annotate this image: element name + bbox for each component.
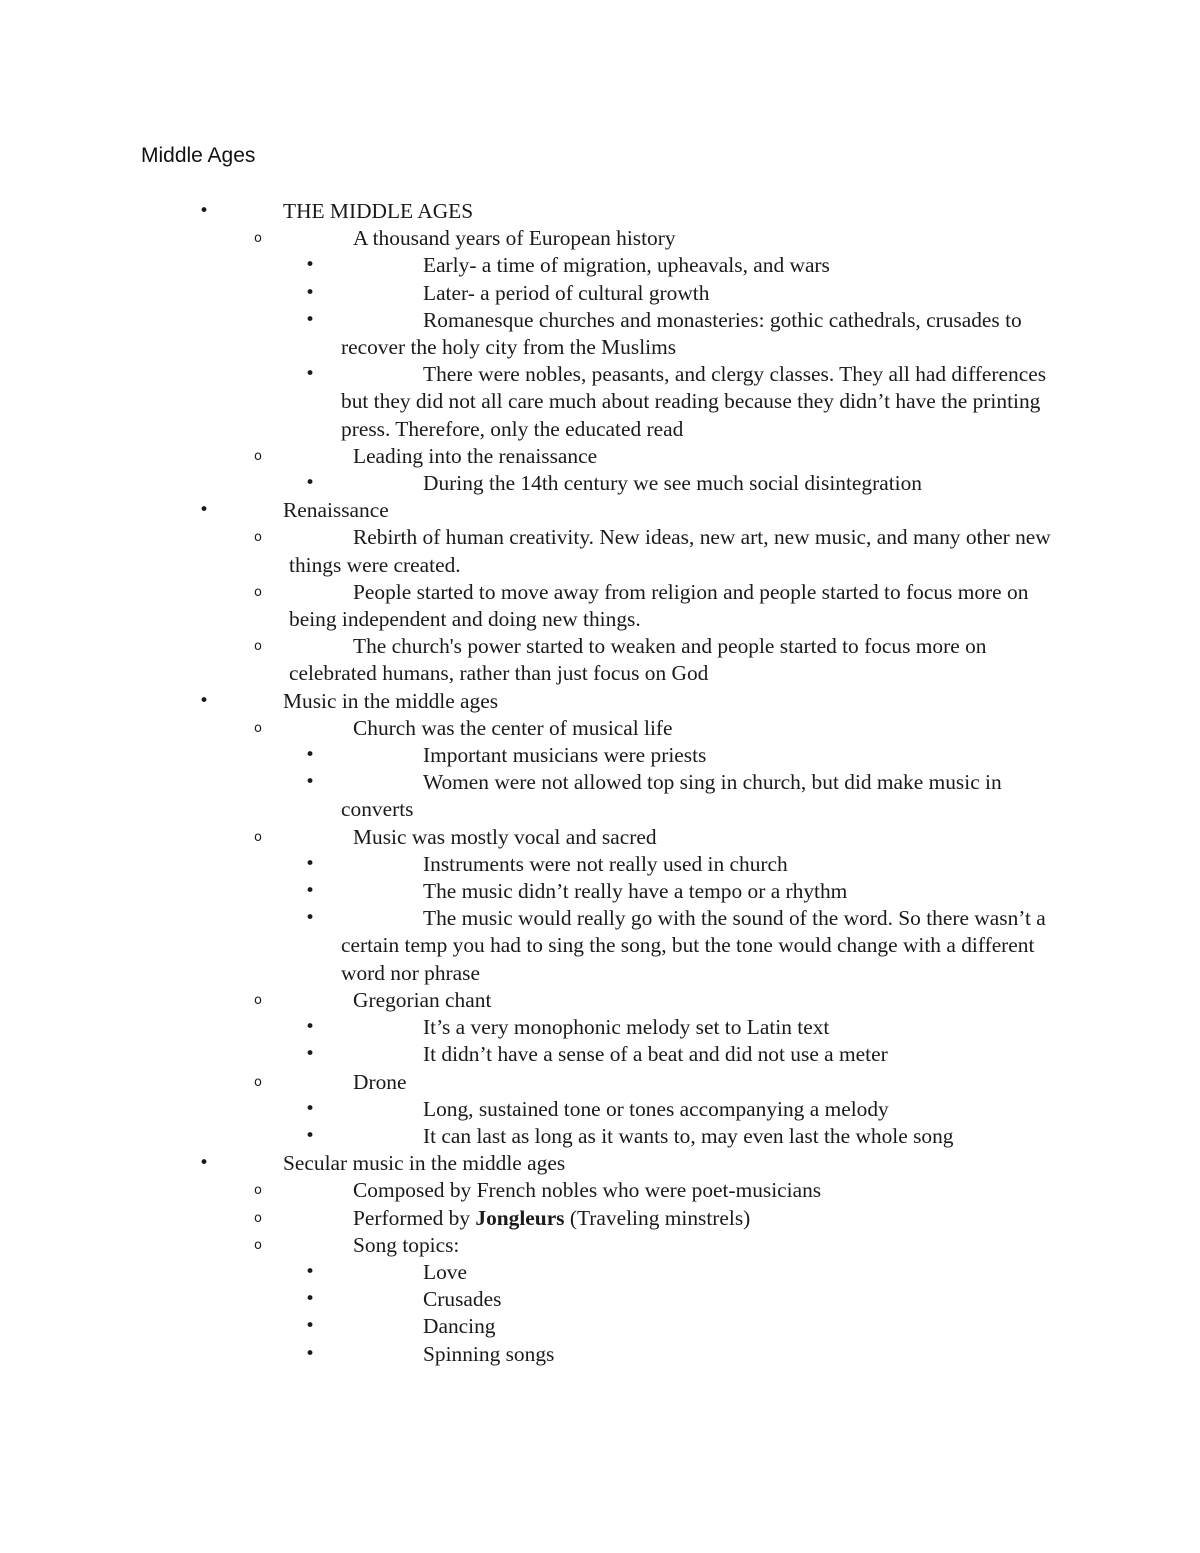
subsection-item xyxy=(0,1205,1200,1232)
section-item: • Music in the middle ages xyxy=(0,688,1200,715)
list-item: • Romanesque churches and monasteries: gothic cathedrals, crusades to recover the holy city from the Muslims xyxy=(305,307,1022,360)
list-item: • Important musicians were priests xyxy=(0,742,1200,769)
section-item: • Secular music in the middle ages xyxy=(0,1150,1200,1177)
list-item: • Early- a time of migration, upheavals, and wars xyxy=(0,252,1200,279)
circle-bullet-icon: o xyxy=(254,448,262,464)
list-item: • Dancing xyxy=(0,1313,1200,1340)
bullet-icon: • xyxy=(305,364,316,385)
bullet-icon: • xyxy=(305,772,316,793)
bullet-icon: • xyxy=(305,282,316,303)
section-item: • THE MIDDLE AGES xyxy=(0,198,1200,225)
bullet-icon: • xyxy=(305,1261,316,1282)
subsection-item: o Leading into the renaissance xyxy=(0,443,1200,470)
circle-bullet-icon: o xyxy=(254,720,262,736)
circle-bullet-icon: o xyxy=(254,530,262,546)
bullet-icon: • xyxy=(305,1125,316,1146)
list-item: • There were nobles, peasants, and clergy classes. They all had differences but they did not all care much about reading because they didn’t have the printing press. Therefore, only the educated read xyxy=(305,362,1047,441)
circle-bullet-icon: o xyxy=(254,1210,262,1226)
notes-outline xyxy=(0,198,1200,1368)
performed-by-text: Performed by xyxy=(353,1205,476,1230)
circle-bullet-icon: o xyxy=(254,584,262,600)
bullet-icon: • xyxy=(305,1098,316,1119)
list-item: • Love xyxy=(0,1259,1200,1286)
list-item: • Later- a period of cultural growth xyxy=(0,280,1200,307)
list-item: • The music didn’t really have a tempo or a rhythm xyxy=(0,878,1200,905)
bullet-icon: • xyxy=(305,853,316,874)
list-item: • Women were not allowed top sing in church, but did make music in converts xyxy=(305,770,1002,822)
list-item: • Spinning songs xyxy=(0,1341,1200,1368)
bullet-icon: • xyxy=(305,255,316,276)
bullet-icon: • xyxy=(305,1017,316,1038)
bullet-icon: • xyxy=(305,1343,316,1364)
subsection-item: o Drone xyxy=(0,1069,1200,1096)
circle-bullet-icon: o xyxy=(254,829,262,845)
list-item: • Long, sustained tone or tones accompanying a melody xyxy=(0,1096,1200,1123)
bullet-icon: • xyxy=(199,500,210,521)
traveling-minstrels-text: (Traveling minstrels) xyxy=(564,1205,751,1230)
subsection-item: o Church was the center of musical life xyxy=(0,715,1200,742)
subsection-item: o Song topics: xyxy=(0,1232,1200,1259)
subsection-item: o Rebirth of human creativity. New ideas, new art, new music, and many other new things were created. xyxy=(254,525,1051,577)
list-item: • During the 14th century we see much social disintegration xyxy=(0,470,1200,497)
bullet-icon: • xyxy=(199,201,210,221)
list-item: • It can last as long as it wants to, may even last the whole song xyxy=(0,1123,1200,1150)
list-item: • The music would really go with the sound of the word. So there wasn’t a certain temp you had to sing the song, but the tone would change with a different word nor phrase xyxy=(305,906,1046,985)
subsection-item: o A thousand years of European history xyxy=(0,225,1200,252)
circle-bullet-icon: o xyxy=(254,1183,262,1199)
circle-bullet-icon: o xyxy=(254,1237,262,1253)
list-item: • Crusades xyxy=(0,1286,1200,1313)
circle-bullet-icon: o xyxy=(254,1074,262,1090)
bullet-icon: • xyxy=(305,881,316,902)
bullet-icon: • xyxy=(305,745,316,766)
subsection-item: o People started to move away from religion and people started to focus more on being independent and doing new things. xyxy=(254,579,1029,632)
bullet-icon: • xyxy=(199,1153,210,1174)
bullet-icon: • xyxy=(305,1289,316,1310)
bullet-icon: • xyxy=(305,473,316,494)
circle-bullet-icon: o xyxy=(254,639,262,655)
subsection-item: o Gregorian chant xyxy=(0,987,1200,1014)
subsection-item: o Music was mostly vocal and sacred xyxy=(0,824,1200,851)
page-title: Middle Ages xyxy=(141,144,256,167)
jongleurs-term: Jongleurs xyxy=(475,1205,565,1230)
list-item: • It’s a very monophonic melody set to Latin text xyxy=(0,1014,1200,1041)
bullet-icon: • xyxy=(199,690,210,711)
list-item: • Instruments were not really used in church xyxy=(0,851,1200,878)
circle-bullet-icon: o xyxy=(254,992,262,1008)
subsection-item: o The church's power started to weaken and people started to focus more on celebrated humans, rather than just focus on God xyxy=(254,634,987,686)
subsection-item: o Composed by French nobles who were poet-musicians xyxy=(0,1177,1200,1204)
bullet-icon: • xyxy=(305,908,316,929)
bullet-icon: • xyxy=(305,309,316,330)
list-item: • It didn’t have a sense of a beat and did not use a meter xyxy=(0,1041,1200,1068)
bullet-icon: • xyxy=(305,1316,316,1337)
section-item: • Renaissance xyxy=(0,497,1200,524)
circle-bullet-icon: o xyxy=(254,231,262,247)
bullet-icon: • xyxy=(305,1044,316,1065)
